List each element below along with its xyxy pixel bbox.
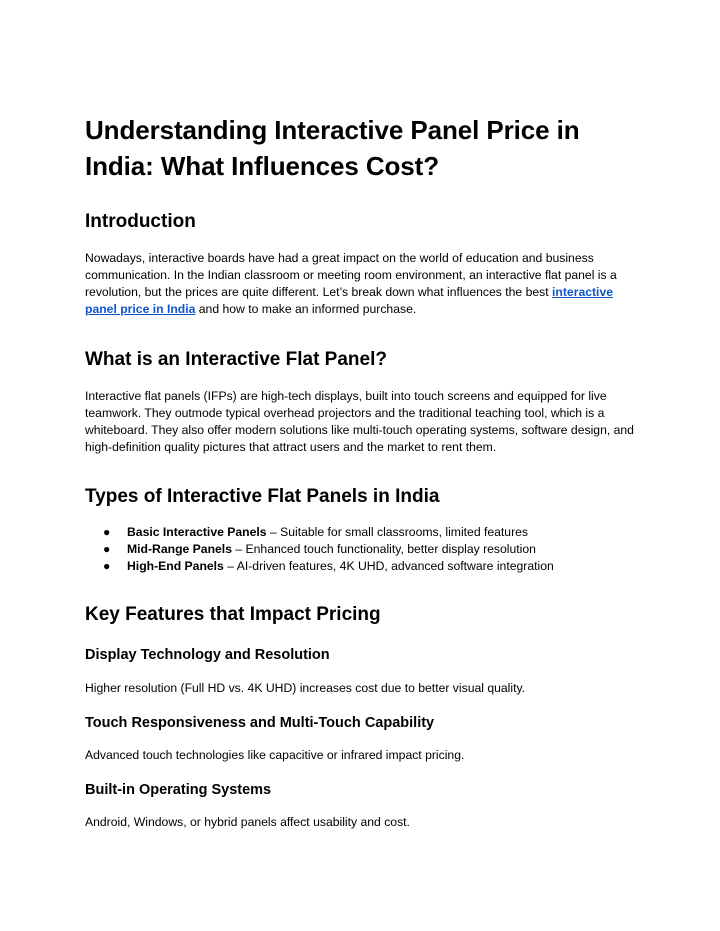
what-is-paragraph: Interactive flat panels (IFPs) are high-tech displays, built into touch screens and equipped for live teamwork. They outmode typical overhead projectors and the traditional teaching tool, which is a whiteboard. They also offer modern solutions like multi-touch operating systems, software design, and high-definition quality pictures that attract users and the market to rent them. bbox=[85, 389, 634, 454]
touch-responsiveness-paragraph: Advanced touch technologies like capacitive or infrared impact pricing. bbox=[85, 748, 465, 762]
operating-systems-heading: Built-in Operating Systems bbox=[85, 782, 272, 798]
display-technology-heading: Display Technology and Resolution bbox=[85, 647, 330, 663]
list-item bbox=[85, 558, 645, 575]
list-item-text: – Suitable for small classrooms, limited features bbox=[266, 525, 529, 539]
intro-paragraph bbox=[85, 250, 645, 318]
document-page bbox=[85, 112, 645, 831]
intro-heading: Introduction bbox=[85, 211, 196, 232]
list-item-bold: Basic Interactive Panels bbox=[127, 525, 267, 539]
bullet-icon: ● bbox=[103, 559, 111, 573]
operating-systems-paragraph: Android, Windows, or hybrid panels affect usability and cost. bbox=[85, 815, 410, 829]
list-item-text: – Enhanced touch functionality, better display resolution bbox=[231, 542, 536, 556]
intro-text-start: Nowadays, interactive boards have had a great impact on the world of education and business communication. In the Indian classroom or meeting room environment, an interactive flat panel is a revolution, but the prices are quite different. Let’s break down what influences the best bbox=[85, 251, 617, 299]
list-item bbox=[85, 524, 645, 541]
bullet-icon: ● bbox=[103, 525, 111, 539]
intro-text-end: and how to make an informed purchase. bbox=[195, 302, 417, 316]
touch-responsiveness-heading: Touch Responsiveness and Multi-Touch Capability bbox=[85, 715, 435, 731]
display-technology-paragraph: Higher resolution (Full HD vs. 4K UHD) increases cost due to better visual quality. bbox=[85, 681, 526, 695]
list-item-bold: High-End Panels bbox=[127, 559, 224, 573]
list-item bbox=[85, 541, 645, 558]
interactive-panel-price-link[interactable]: interactive panel price in India bbox=[85, 285, 613, 316]
types-list bbox=[85, 524, 645, 575]
list-item-text: – AI-driven features, 4K UHD, advanced software integration bbox=[223, 559, 554, 573]
page-title: Understanding Interactive Panel Price in India: What Influences Cost? bbox=[85, 115, 580, 181]
features-heading: Key Features that Impact Pricing bbox=[85, 604, 381, 625]
types-heading: Types of Interactive Flat Panels in India bbox=[85, 486, 440, 507]
bullet-icon: ● bbox=[103, 542, 111, 556]
list-item-bold: Mid-Range Panels bbox=[127, 542, 232, 556]
what-is-heading: What is an Interactive Flat Panel? bbox=[85, 349, 387, 370]
